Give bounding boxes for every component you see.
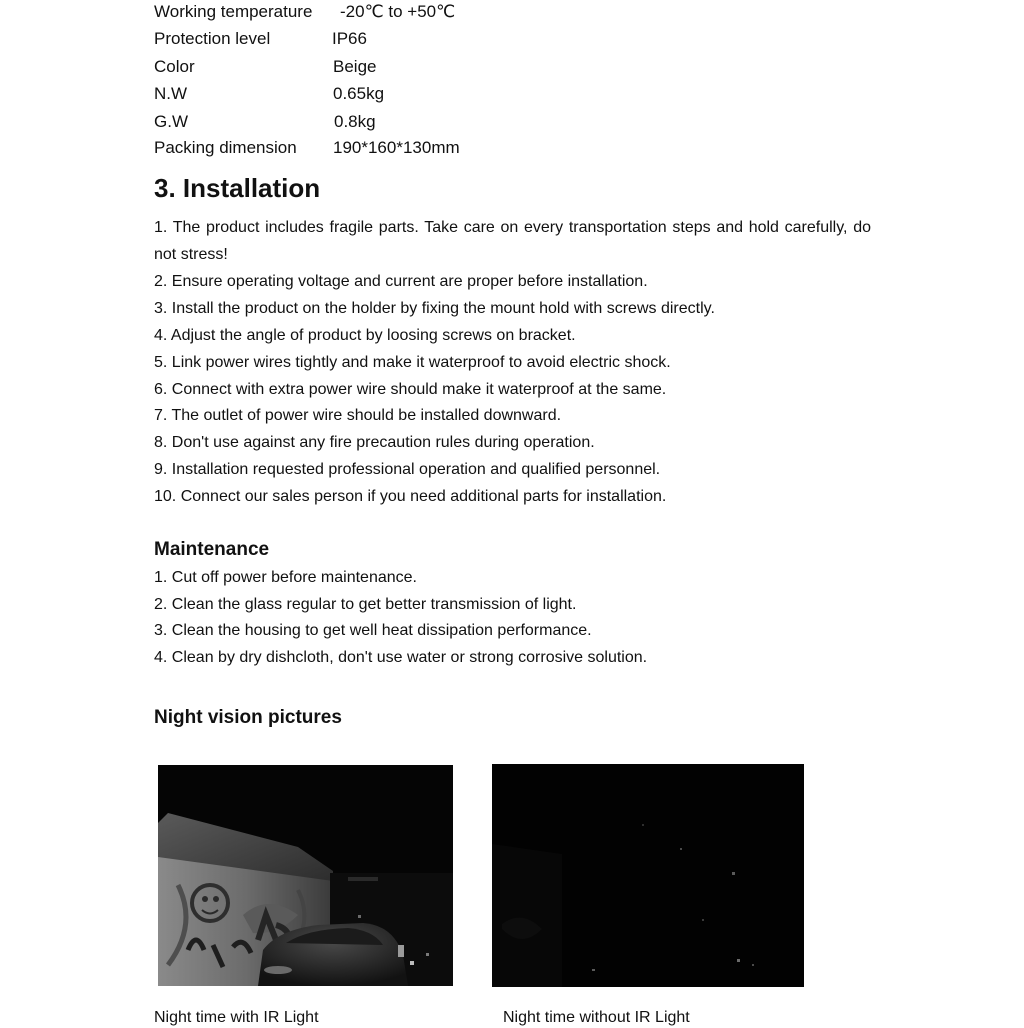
spec-label: G.W <box>154 112 188 131</box>
maintenance-step: 3. Clean the housing to get well heat dissipation performance. <box>154 622 592 639</box>
maintenance-step: 1. Cut off power before maintenance. <box>154 569 417 586</box>
installation-step: 10. Connect our sales person if you need additional parts for installation. <box>154 488 667 505</box>
night-scene-with-ir-image <box>158 765 453 986</box>
spec-row-working-temperature <box>154 2 456 22</box>
installation-step: 1. The product includes fragile parts. Take care on every transportation steps and hold carefully, do not stress! <box>154 219 871 263</box>
spec-label: Packing dimension <box>154 138 297 157</box>
maintenance-step: 4. Clean by dry dishcloth, don't use water or strong corrosive solution. <box>154 649 648 666</box>
installation-step: 2. Ensure operating voltage and current are proper before installation. <box>154 273 648 290</box>
spec-label: Working temperature <box>154 2 313 21</box>
maintenance-step: 2. Clean the glass regular to get better transmission of light. <box>154 596 577 613</box>
spec-row-gross-weight <box>154 112 376 132</box>
spec-label: N.W <box>154 84 188 103</box>
spec-value: 190*160*130mm <box>333 138 460 157</box>
installation-step: 4. Adjust the angle of product by loosing screws on bracket. <box>154 327 576 344</box>
installation-step: 9. Installation requested professional operation and qualified personnel. <box>154 461 661 478</box>
spec-row-net-weight <box>154 84 385 104</box>
spec-row-packing-dimension <box>154 138 460 158</box>
installation-heading: 3. Installation <box>154 173 321 203</box>
night-photo-with-ir <box>158 765 453 986</box>
night-photo-without-ir <box>492 764 804 987</box>
installation-step: 5. Link power wires tightly and make it waterproof to avoid electric shock. <box>154 354 671 371</box>
installation-step: 8. Don't use against any fire precaution rules during operation. <box>154 434 595 451</box>
spec-value: Beige <box>333 57 377 76</box>
installation-step: 7. The outlet of power wire should be installed downward. <box>154 407 562 424</box>
installation-step: 6. Connect with extra power wire should make it waterproof at the same. <box>154 381 667 398</box>
spec-value: -20℃ to +50℃ <box>340 2 456 21</box>
spec-row-protection-level <box>154 29 367 49</box>
night-vision-heading: Night vision pictures <box>154 707 342 728</box>
night-scene-without-ir-image <box>492 764 804 987</box>
spec-value: 0.8kg <box>334 112 376 131</box>
installation-step: 3. Install the product on the holder by fixing the mount hold with screws directly. <box>154 300 715 317</box>
spec-label: Protection level <box>154 29 271 48</box>
spec-value: IP66 <box>332 29 367 48</box>
spec-label: Color <box>154 57 195 76</box>
caption-with-ir: Night time with IR Light <box>154 1009 319 1026</box>
caption-without-ir: Night time without IR Light <box>503 1009 690 1026</box>
maintenance-heading: Maintenance <box>154 539 270 560</box>
spec-row-color <box>154 57 377 77</box>
spec-value: 0.65kg <box>333 84 385 103</box>
